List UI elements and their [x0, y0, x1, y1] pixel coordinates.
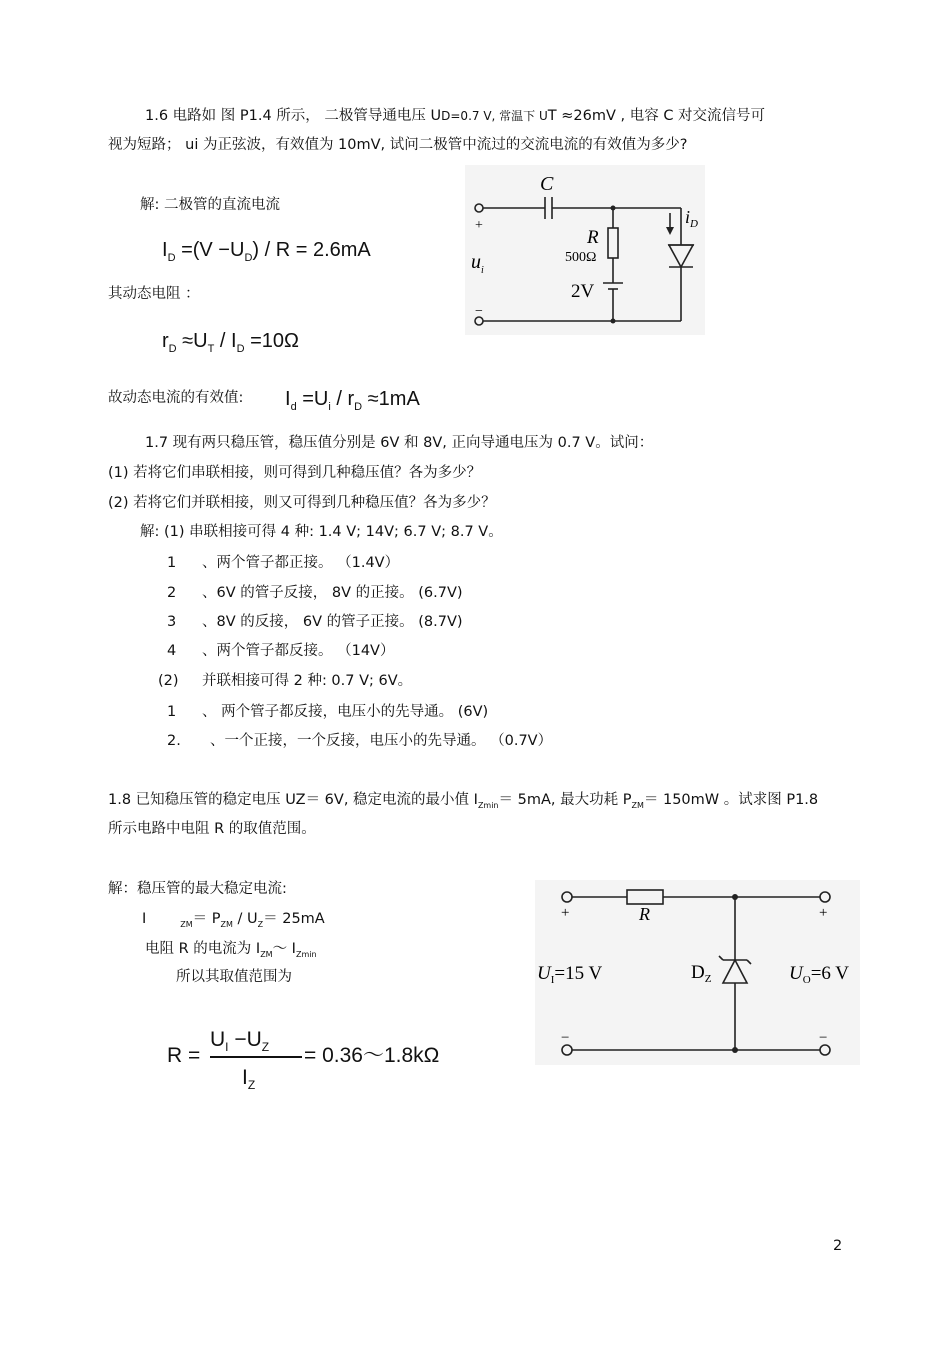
list-item: 1	[167, 555, 177, 571]
svg-text:+: +	[475, 218, 483, 233]
list-item: 、两个管子都反接。 （14V）	[202, 643, 395, 659]
svg-text:UO=6 V: $U_O=6$ V	[789, 963, 850, 986]
p16-effective-current-label: 故动态电流的有效值:	[108, 390, 244, 406]
p18-eq-numerator: $U_I -U_Z$	[210, 1028, 270, 1055]
p17-solution-parallel: 并联相接可得 2 种: 0.7 V; 6V。	[202, 673, 413, 689]
p16-dynamic-resistance-label: 其动态电阻 ：	[108, 286, 200, 302]
svg-text:500Ω: 500Ω	[565, 250, 597, 265]
p18-eq-r-lhs: R =	[167, 1044, 201, 1067]
list-item: 、 两个管子都反接，电压小的先导通。 (6V)	[202, 704, 489, 720]
svg-text:DZ: $D_Z$	[691, 962, 712, 985]
p17-parallel-number: (2)	[158, 673, 179, 689]
svg-text:+: +	[819, 905, 828, 921]
p18-resistor-current: 电阻 R 的电流为 $I_{ZM}\sim$ $I_{Zmin}$	[145, 941, 317, 959]
fraction-bar	[210, 1056, 302, 1058]
svg-text:C: C	[540, 173, 554, 195]
p16-line2: 视为短路； ui 为正弦波，有效值为 10mV, 试问二极管中流过的交流电流的有效值为多少?	[108, 137, 688, 153]
p16-line1: 1.6 电路如 图 P1.4 所示， 二极管导通电压 UD=0.7 V, 常温下 UT ≈26mV , 电容 C 对交流信号可	[145, 108, 766, 124]
p18-izm-equation: I $_{ZM}= P_{ZM} / U_Z= 25mA$	[142, 911, 325, 929]
svg-text:ui: $u_i$	[471, 251, 484, 276]
svg-text:+: +	[561, 905, 570, 921]
p17-title: 1.7 现有两只稳压管，稳压值分别是 6V 和 8V, 正向导通电压为 0.7 V。试问：	[145, 435, 654, 451]
svg-text:R: R	[587, 227, 599, 248]
figure-p1-4-circuit	[465, 165, 705, 335]
list-item: 2	[167, 585, 177, 601]
list-item: 、一个正接，一个反接，电压小的先导通。 （0.7V）	[210, 733, 553, 749]
list-item: 、6V 的管子反接， 8V 的正接。 (6.7V)	[202, 585, 463, 601]
p16-equation-id: $I_D =(V -U_D) / R = 2.6mA$	[162, 239, 371, 264]
svg-text:−: −	[561, 1030, 570, 1046]
svg-text:−: −	[475, 304, 483, 319]
list-item: 1	[167, 704, 177, 720]
svg-text:UI=15 V: $U_I=15$ V	[537, 963, 603, 986]
p17-question-1: (1) 若将它们串联相接，则可得到几种稳压值？各为多少？	[108, 465, 482, 481]
list-item: 3	[167, 614, 177, 630]
p16-equation-id-eff: $I_d =U_i / r_D \approx 1mA$	[285, 388, 420, 413]
list-item: 、8V 的反接， 6V 的管子正接。 (8.7V)	[202, 614, 463, 630]
p18-line2: 所示电路中电阻 R 的取值范围。	[108, 821, 316, 837]
p18-eq-result: = 0.36～1.8kΩ	[304, 1044, 440, 1067]
svg-text:−: −	[819, 1030, 828, 1046]
p18-range-label: 所以其取值范围为	[176, 969, 292, 985]
p18-eq-denominator: $I_Z$	[242, 1066, 256, 1093]
p18-solution-label: 解：稳压管的最大稳定电流:	[108, 881, 287, 897]
figure-p1-8-circuit	[535, 880, 860, 1065]
page-number: 2	[833, 1238, 843, 1254]
p18-line1: 1.8 已知稳压管的稳定电压 UZ＝ 6V, 稳定电流的最小值 $I_{Zmin}= 5mA$, 最大功耗 $P_{ZM}= 150mW$ 。试求图 P1.8	[108, 792, 819, 810]
p17-solution-series: 解: (1) 串联相接可得 4 种: 1.4 V; 14V; 6.7 V; 8.7 V。	[140, 524, 503, 540]
list-item: 2.	[167, 733, 181, 749]
list-item: 4	[167, 643, 177, 659]
p17-question-2: (2) 若将它们并联相接，则又可得到几种稳压值？各为多少？	[108, 495, 496, 511]
list-item: 、两个管子都正接。 （1.4V）	[202, 555, 400, 571]
p16-equation-rd: $r_D \approx U_T / I_D =10\Omega$	[162, 330, 299, 355]
svg-text:R: R	[639, 904, 650, 924]
p16-solution-label: 解: 二极管的直流电流	[140, 197, 280, 213]
svg-text:iD: $i_D$	[685, 207, 698, 230]
svg-text:2V: 2V	[571, 281, 595, 302]
